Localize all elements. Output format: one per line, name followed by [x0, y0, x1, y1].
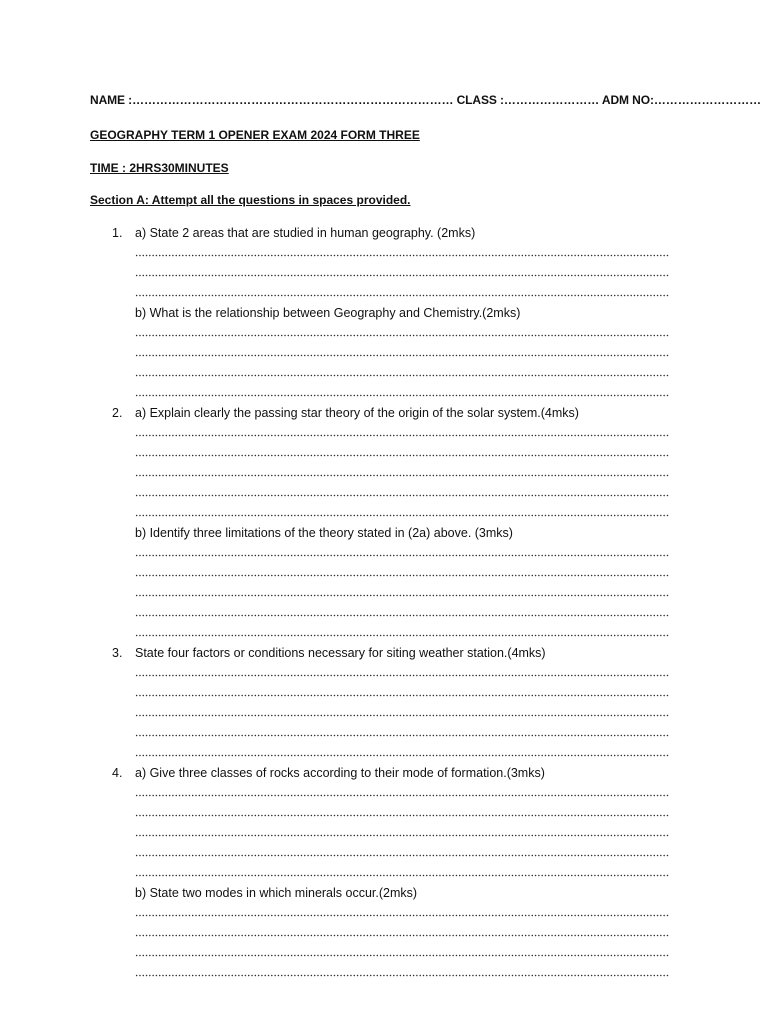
question-text: State four factors or conditions necessary for siting weather station.(4mks)	[135, 646, 546, 660]
answer-line[interactable]	[135, 694, 670, 697]
question-number: 4.	[112, 766, 123, 780]
answer-line[interactable]	[135, 814, 670, 817]
adm-blank: ………………………	[653, 93, 761, 107]
answer-line[interactable]	[135, 254, 670, 257]
question-text: a) State 2 areas that are studied in human geography. (2mks)	[135, 226, 476, 240]
answer-line[interactable]	[135, 494, 670, 497]
answer-line[interactable]	[135, 334, 670, 337]
answer-line[interactable]	[135, 374, 670, 377]
answer-line[interactable]	[135, 734, 670, 737]
answer-line[interactable]	[135, 834, 670, 837]
class-blank: ……………………	[503, 93, 600, 107]
question-text: b) Identify three limitations of the theory stated in (2a) above. (3mks)	[135, 526, 513, 540]
student-details-line	[90, 93, 761, 107]
answer-line[interactable]	[135, 934, 670, 937]
answer-line[interactable]	[135, 614, 670, 617]
answer-line[interactable]	[135, 474, 670, 477]
question-text: a) Give three classes of rocks according to their mode of formation.(3mks)	[135, 766, 545, 780]
answer-line[interactable]	[135, 394, 670, 397]
answer-line[interactable]	[135, 854, 670, 857]
question-number: 2.	[112, 406, 123, 420]
answer-line[interactable]	[135, 514, 670, 517]
answer-line[interactable]	[135, 274, 670, 277]
name-blank: ………………………………………………………………………	[132, 93, 454, 107]
answer-line[interactable]	[135, 914, 670, 917]
answer-line[interactable]	[135, 574, 670, 577]
class-label: CLASS :	[456, 93, 504, 107]
adm-label: ADM NO:	[601, 93, 654, 107]
exam-time: TIME : 2HRS30MINUTES	[90, 161, 229, 175]
question-number: 1.	[112, 226, 123, 240]
answer-line[interactable]	[135, 294, 670, 297]
answer-line[interactable]	[135, 434, 670, 437]
question-text: b) What is the relationship between Geography and Chemistry.(2mks)	[135, 306, 521, 320]
answer-line[interactable]	[135, 454, 670, 457]
question-number: 3.	[112, 646, 123, 660]
answer-line[interactable]	[135, 974, 670, 977]
answer-line[interactable]	[135, 874, 670, 877]
answer-line[interactable]	[135, 554, 670, 557]
section-heading: Section A: Attempt all the questions in spaces provided.	[90, 193, 411, 207]
answer-line[interactable]	[135, 714, 670, 717]
answer-line[interactable]	[135, 674, 670, 677]
exam-title: GEOGRAPHY TERM 1 OPENER EXAM 2024 FORM THREE	[90, 128, 420, 142]
answer-line[interactable]	[135, 954, 670, 957]
answer-line[interactable]	[135, 754, 670, 757]
answer-line[interactable]	[135, 794, 670, 797]
question-text: b) State two modes in which minerals occur.(2mks)	[135, 886, 418, 900]
answer-line[interactable]	[135, 634, 670, 637]
name-label: NAME :	[90, 93, 133, 107]
answer-line[interactable]	[135, 354, 670, 357]
question-text: a) Explain clearly the passing star theory of the origin of the solar system.(4mks)	[135, 406, 579, 420]
answer-line[interactable]	[135, 594, 670, 597]
